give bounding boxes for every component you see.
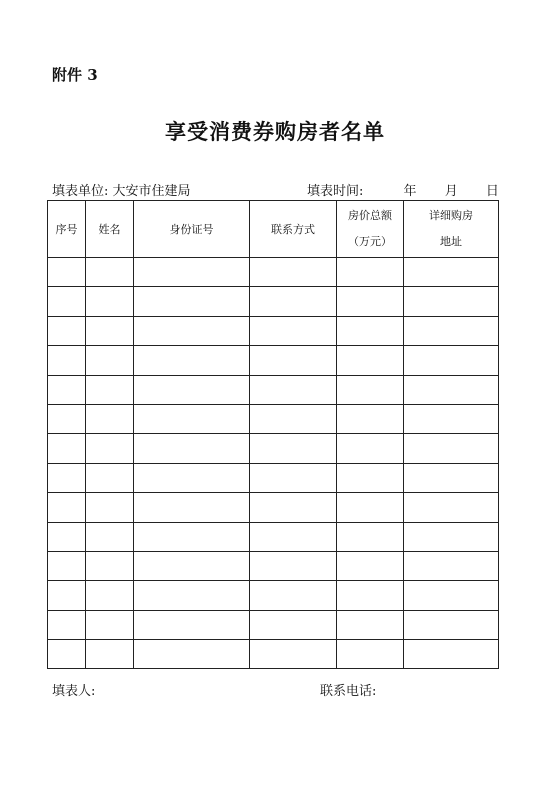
table-cell xyxy=(337,375,404,404)
table-cell xyxy=(404,522,499,551)
table-cell xyxy=(404,434,499,463)
table-cell xyxy=(86,551,134,580)
table-cell xyxy=(404,375,499,404)
table-cell xyxy=(337,346,404,375)
table-cell xyxy=(134,316,250,345)
year-label: 年 xyxy=(403,184,417,199)
fill-time xyxy=(307,180,499,199)
table-cell xyxy=(404,493,499,522)
fill-unit-label: 填表单位: 大安市住建局 xyxy=(52,184,191,199)
table-row xyxy=(48,287,499,316)
col-header-line: 详细购房 xyxy=(429,209,473,222)
table-cell xyxy=(250,640,337,669)
table-cell xyxy=(337,404,404,433)
table-cell xyxy=(250,346,337,375)
table-cell xyxy=(48,640,86,669)
table-cell xyxy=(134,258,250,287)
col-header-line: 身份证号 xyxy=(169,223,214,236)
table-cell xyxy=(134,581,250,610)
table-cell xyxy=(337,522,404,551)
table-cell xyxy=(337,640,404,669)
col-header-line: 地址 xyxy=(440,235,462,248)
table-cell xyxy=(86,287,134,316)
table-row xyxy=(48,522,499,551)
table-row xyxy=(48,346,499,375)
table-cell xyxy=(337,581,404,610)
attachment-label: 附件 3 xyxy=(52,66,98,84)
table-cell xyxy=(250,551,337,580)
table-cell xyxy=(86,375,134,404)
table-cell xyxy=(250,610,337,639)
table-cell xyxy=(250,258,337,287)
table-row xyxy=(48,610,499,639)
month-label: 月 xyxy=(444,184,458,199)
phone-label: 联系电话: xyxy=(320,684,377,699)
col-header-index xyxy=(48,201,86,258)
table-cell xyxy=(337,287,404,316)
col-header-line: 房价总额 xyxy=(348,209,392,222)
table-cell xyxy=(86,522,134,551)
table-header-row xyxy=(48,201,499,258)
table-cell xyxy=(48,581,86,610)
table-cell xyxy=(404,346,499,375)
table-row xyxy=(48,316,499,345)
col-header-id-number xyxy=(134,201,250,258)
table-row xyxy=(48,258,499,287)
table-cell xyxy=(86,581,134,610)
table-cell xyxy=(48,493,86,522)
col-header-name xyxy=(86,201,134,258)
table-cell xyxy=(86,404,134,433)
table-cell xyxy=(250,434,337,463)
table-cell xyxy=(404,610,499,639)
table-cell xyxy=(404,287,499,316)
table-cell xyxy=(337,316,404,345)
page-title: 享受消费券购房者名单 xyxy=(165,119,385,144)
table-cell xyxy=(134,610,250,639)
table-cell xyxy=(86,463,134,492)
col-header-line: 姓名 xyxy=(98,223,121,236)
table-cell xyxy=(337,258,404,287)
col-header-address xyxy=(404,201,499,258)
table-cell xyxy=(134,551,250,580)
table-cell xyxy=(404,258,499,287)
table-cell xyxy=(86,640,134,669)
table-cell xyxy=(86,610,134,639)
table-cell xyxy=(48,551,86,580)
table-cell xyxy=(134,434,250,463)
col-header-line: 序号 xyxy=(55,223,78,236)
table-cell xyxy=(337,551,404,580)
table-cell xyxy=(134,375,250,404)
table-cell xyxy=(48,258,86,287)
col-header-contact xyxy=(250,201,337,258)
table-cell xyxy=(48,287,86,316)
col-header-line: （万元） xyxy=(348,235,392,248)
day-label: 日 xyxy=(485,184,499,199)
table-row xyxy=(48,493,499,522)
table-cell xyxy=(134,404,250,433)
filler-label: 填表人: xyxy=(52,684,96,699)
table-cell xyxy=(48,375,86,404)
table-cell xyxy=(48,463,86,492)
table-cell xyxy=(48,316,86,345)
table-cell xyxy=(337,493,404,522)
table-row xyxy=(48,551,499,580)
table-cell xyxy=(86,434,134,463)
table-cell xyxy=(250,287,337,316)
table-cell xyxy=(250,493,337,522)
table-cell xyxy=(404,316,499,345)
buyer-list-table xyxy=(47,200,499,669)
table-cell xyxy=(404,551,499,580)
table-cell xyxy=(86,316,134,345)
col-header-total-price xyxy=(337,201,404,258)
table-cell xyxy=(404,640,499,669)
table-row xyxy=(48,640,499,669)
table-cell xyxy=(134,463,250,492)
table-row xyxy=(48,581,499,610)
table-cell xyxy=(48,610,86,639)
table-cell xyxy=(48,522,86,551)
table-cell xyxy=(250,375,337,404)
fill-time-label: 填表时间: xyxy=(307,184,364,199)
table-row xyxy=(48,434,499,463)
table-cell xyxy=(48,404,86,433)
col-header-line: 联系方式 xyxy=(271,223,315,236)
table-cell xyxy=(134,640,250,669)
table-cell xyxy=(250,316,337,345)
table-cell xyxy=(134,522,250,551)
table-cell xyxy=(134,493,250,522)
table-cell xyxy=(404,463,499,492)
table-cell xyxy=(404,581,499,610)
table-cell xyxy=(86,493,134,522)
table-cell xyxy=(404,404,499,433)
table-cell xyxy=(86,346,134,375)
table-cell xyxy=(250,463,337,492)
table-cell xyxy=(134,287,250,316)
table-cell xyxy=(337,610,404,639)
table-cell xyxy=(48,346,86,375)
table-cell xyxy=(134,346,250,375)
table-cell xyxy=(250,404,337,433)
table-cell xyxy=(337,463,404,492)
table-cell xyxy=(250,581,337,610)
table-cell xyxy=(337,434,404,463)
table-cell xyxy=(48,434,86,463)
table-row xyxy=(48,375,499,404)
table-row xyxy=(48,404,499,433)
table-row xyxy=(48,463,499,492)
table-cell xyxy=(86,258,134,287)
table-cell xyxy=(250,522,337,551)
